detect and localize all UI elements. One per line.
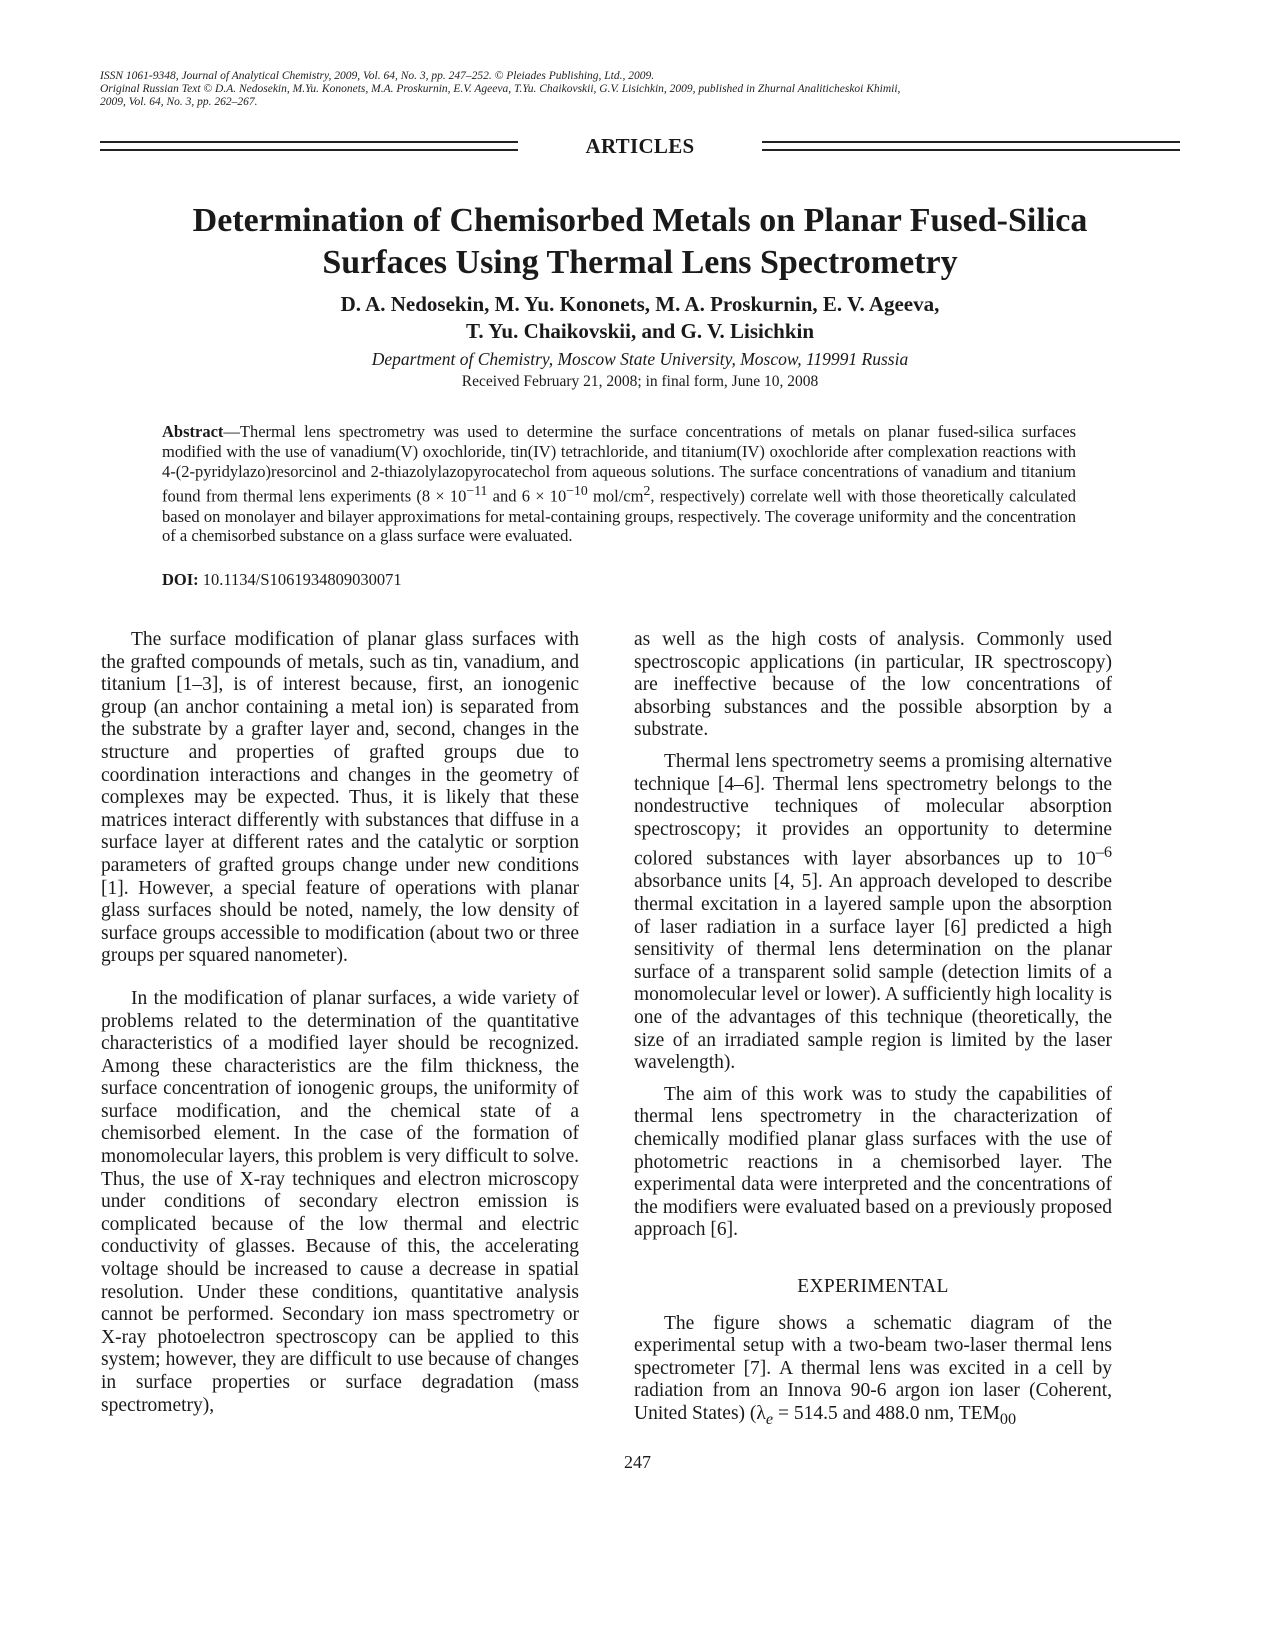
abstract-text-4: , respectively) correlate well with those theoretically calculated based on monolayer and bilayer approximations for metal-containing groups, respectively. The coverage uniformity and the concentration of a chemisorbed substance on a glass surface were evaluated. [162, 486, 1076, 546]
abstract-exponent-2: −10 [566, 483, 588, 499]
journal-header [100, 70, 1180, 109]
paragraph-text: absorbance units [4, 5]. An approach developed to describe thermal excitation in a layered sample upon the absorption of laser radiation in a surface layer [6] predicted a high sensitivity of thermal lens determination on the planar surface of a transparent solid sample (detection limits of a monomolecular level or lower). A sufficiently high locality is one of the advantages of this technique (theoretically, the size of an irradiated sample region is limited by the laser wavelength). [634, 871, 1112, 1074]
body-paragraph [634, 1313, 1112, 1431]
paragraph-exponent: –6 [1095, 843, 1112, 862]
body-paragraph: The surface modification of planar glass surfaces with the grafted compounds of metals, such as tin, vanadium, and titanium [1–3], is of interest because, first, an ionogenic group (an anchor containing a metal ion) is separated from the substrate by a grafter layer and, second, changes in the structure and properties of grafted groups due to coordination interactions and changes in the geometry of complexes may be expected. Thus, it is likely that these matrices interact differently with substances that diffuse in a surface layer at different rates and the catalytic or sorption parameters of grafted groups change under new conditions [1]. However, a special feature of operations with planar glass surfaces should be noted, namely, the low density of surface groups accessible to modification (about two or three groups per squared nanometer). [101, 629, 579, 967]
abstract-exponent-1: −11 [466, 483, 488, 499]
received-date: Received February 21, 2008; in final form, June 10, 2008 [461, 373, 819, 390]
left-column [101, 629, 579, 1417]
abstract-label: Abstract [162, 422, 224, 441]
abstract-text-2: and 6 × 10 [487, 486, 567, 506]
body-paragraph: as well as the high costs of analysis. Commonly used spectroscopic applications (in particular, IR spectroscopy) are ineffective because of the low concentrations of absorbing substances and the possible absorption by a substrate. [634, 629, 1112, 741]
lambda-subscript: e [765, 1409, 774, 1428]
authors-line-1: D. A. Nedosekin, M. Yu. Kononets, M. A. Proskurnin, E. V. Ageeva, [340, 292, 940, 316]
article-title [100, 200, 1180, 284]
paragraph-text: = 514.5 and 488.0 nm, TEM [773, 1402, 1000, 1424]
section-bar [100, 134, 1180, 160]
body-paragraph: In the modification of planar surfaces, a wide variety of problems related to the determination of the quantitative characteristics of a modified layer should be recognized. Among these characteristics are the film thickness, the surface concentration of ionogenic groups, the uniformity of surface modification, and the chemical state of a chemisorbed element. In the case of the formation of monomolecular layers, this problem is very difficult to solve. Thus, the use of X-ray techniques and electron microscopy under conditions of secondary electron emission is complicated because of the low thermal and electric conductivity of glasses. Because of this, the accelerating voltage should be increased to cause a decrease in spatial resolution. Under these conditions, quantitative analysis cannot be performed. Secondary ion mass spectrometry or X-ray photoelectron spectroscopy can be applied to this system; however, they are difficult to use because of changes in surface properties or surface degradation (mass spectrometry), [101, 987, 579, 1416]
section-rule-right [762, 141, 1180, 151]
page-number: 247 [624, 1452, 651, 1472]
abstract-text-1: —Thermal lens spectrometry was used to determine the surface concentrations of metals on planar fused-silica surfaces modified with the use of vanadium(V) oxochloride, tin(IV) tetrachloride, and titanium(IV) oxochloride after complexation reactions with 4-(2-pyridylazo)resorcinol and 2-thiazolylazopyrocatechol from aqueous solutions. The surface concentrations of vanadium and titanium found from thermal lens experiments (8 × 10 [162, 422, 1076, 506]
abstract-text-3: mol/cm [587, 486, 644, 506]
header-line-2: Original Russian Text © D.A. Nedosekin, M.Yu. Kononets, M.A. Proskurnin, E.V. Ageeva, T.Yu. Chaikovskii, G.V. Lisichkin, 2009, published in Zhurnal Analiticheskoi Khimii, [100, 83, 901, 95]
title-line-2: Surfaces Using Thermal Lens Spectrometry [322, 244, 958, 281]
section-label: ARTICLES [585, 134, 695, 158]
header-line-1: ISSN 1061-9348, Journal of Analytical Chemistry, 2009, Vol. 64, No. 3, pp. 247–252. © Pleiades Publishing, Ltd., 2009. [100, 70, 655, 82]
section-heading-experimental: EXPERIMENTAL [797, 1275, 949, 1297]
abstract-exponent-3: 2 [643, 483, 651, 499]
paragraph-text: Thermal lens spectrometry seems a promising alternative technique [4–6]. Thermal lens spectrometry belongs to the nondestructive techniques of molecular absorption spectroscopy; it provides an opportunity to determine colored substances with layer absorbances up to 10 [634, 750, 1112, 870]
abstract [162, 422, 1076, 546]
doi-label: DOI: [162, 570, 199, 589]
tem-subscript: 00 [999, 1409, 1017, 1428]
paragraph-text: The figure shows a schematic diagram of the experimental setup with a two-beam two-laser thermal lens spectrometer [7]. A thermal lens was excited in a cell by radiation from an Innova 90-6 argon ion laser (Coherent, United States) (λ [634, 1312, 1112, 1424]
doi-link[interactable]: 10.1134/S1061934809030071 [198, 570, 402, 589]
affiliation: Department of Chemistry, Moscow State University, Moscow, 119991 Russia [371, 349, 909, 369]
right-column [634, 629, 1112, 1430]
authors [100, 291, 1180, 345]
title-line-1: Determination of Chemisorbed Metals on Planar Fused-Silica [192, 202, 1088, 239]
authors-line-2: T. Yu. Chaikovskii, and G. V. Lisichkin [465, 319, 815, 343]
body-paragraph: The aim of this work was to study the capabilities of thermal lens spectrometry in the characterization of chemically modified planar glass surfaces with the use of photometric reactions in a chemisorbed layer. The experimental data were interpreted and the concentrations of the modifiers were evaluated based on a previously proposed approach [6]. [634, 1083, 1112, 1241]
header-line-3: 2009, Vol. 64, No. 3, pp. 262–267. [100, 96, 258, 108]
body-paragraph [634, 751, 1112, 1075]
doi [162, 570, 402, 590]
